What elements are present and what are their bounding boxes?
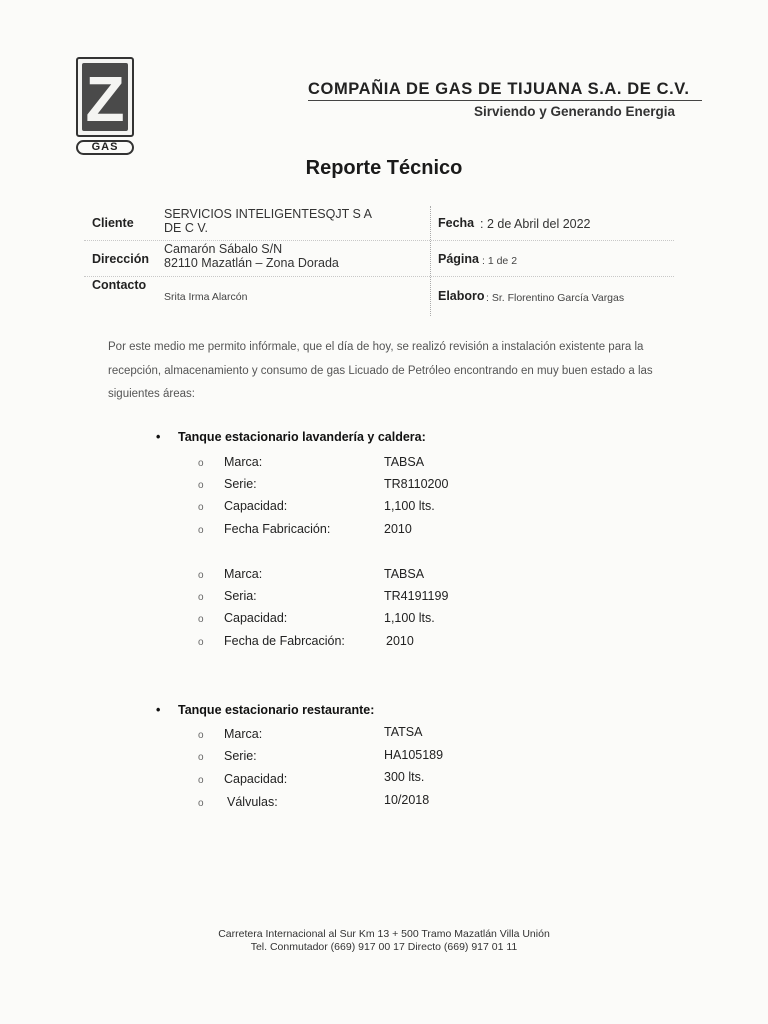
cliente-label: Cliente	[92, 216, 134, 230]
direccion-label: Dirección	[92, 252, 149, 266]
row-divider	[84, 240, 674, 241]
circle-bullet-icon: o	[198, 458, 204, 469]
direccion-line-1: Camarón Sábalo S/N	[164, 242, 283, 256]
circle-bullet-icon: o	[198, 798, 204, 809]
circle-bullet-icon: o	[198, 502, 204, 513]
item-key: Marca:	[224, 727, 263, 741]
company-name: COMPAÑIA DE GAS DE TIJUANA S.A. DE C.V.	[308, 80, 702, 101]
cliente-line-1: SERVICIOS INTELIGENTESQJT S A	[164, 207, 372, 221]
fecha-value: : 2 de Abril del 2022	[480, 217, 591, 231]
cliente-value	[164, 207, 372, 235]
circle-bullet-icon: o	[198, 775, 204, 786]
circle-bullet-icon: o	[198, 480, 204, 491]
item-key: Válvulas:	[227, 795, 278, 809]
item-key: Capacidad:	[224, 772, 288, 786]
footer-phones: Tel. Conmutador (669) 917 00 17 Directo (669) 917 01 11	[250, 941, 518, 953]
list-item	[198, 477, 257, 491]
item-key: Capacidad:	[224, 611, 288, 625]
item-value: HA105189	[384, 748, 444, 762]
circle-bullet-icon: o	[198, 614, 204, 625]
section-heading	[156, 703, 374, 717]
item-value: TR8110200	[384, 477, 449, 491]
section-title: Tanque estacionario restaurante:	[178, 703, 375, 717]
list-item	[198, 611, 287, 625]
report-info-table	[84, 202, 674, 318]
company-slogan: Sirviendo y Generando Energia	[474, 104, 676, 119]
list-item	[198, 795, 278, 809]
item-value: TR4191199	[384, 589, 449, 603]
item-value: TATSA	[384, 725, 423, 739]
item-value: 1,100 lts.	[384, 611, 435, 625]
cliente-line-2: DE C V.	[164, 221, 209, 235]
pagina-label: Página	[438, 252, 479, 266]
item-value: 300 lts.	[384, 770, 425, 784]
item-value: TABSA	[384, 567, 425, 581]
row-divider	[84, 276, 674, 277]
contacto-value: Srita Irma Alarcón	[164, 291, 248, 303]
item-key: Capacidad:	[224, 499, 288, 513]
list-item	[198, 772, 287, 786]
circle-bullet-icon: o	[198, 525, 204, 536]
item-value: 2010	[386, 634, 414, 648]
logo-letter: Z	[82, 63, 128, 131]
item-key: Fecha Fabricación:	[224, 522, 331, 536]
item-value: 2010	[384, 522, 412, 536]
item-key: Serie:	[224, 477, 257, 491]
list-item	[198, 522, 330, 536]
elaboro-value: : Sr. Florentino García Vargas	[486, 292, 625, 304]
bullet-icon: •	[156, 430, 161, 444]
bullet-icon: •	[156, 703, 161, 717]
list-item	[198, 749, 257, 763]
fecha-label: Fecha	[438, 216, 475, 230]
contacto-label: Contacto	[92, 278, 147, 292]
list-item	[198, 567, 262, 581]
column-divider	[430, 206, 431, 316]
section-title: Tanque estacionario lavandería y caldera:	[178, 430, 426, 444]
item-key: Marca:	[224, 567, 263, 581]
item-value: 10/2018	[384, 793, 430, 807]
list-item	[198, 499, 287, 513]
footer-address: Carretera Internacional al Sur Km 13 + 500 Tramo Mazatlán Villa Unión	[218, 928, 550, 940]
pagina-value: : 1 de 2	[482, 255, 518, 267]
list-item	[198, 634, 345, 648]
item-key: Marca:	[224, 455, 263, 469]
circle-bullet-icon: o	[198, 570, 204, 581]
list-item	[198, 455, 262, 469]
circle-bullet-icon: o	[198, 752, 204, 763]
report-title: Reporte Técnico	[305, 157, 463, 179]
intro-paragraph: Por este medio me permito infórmale, que el día de hoy, se realizó revisión a instalación existente para la recepción, almacenamiento y consumo de gas Licuado de Petróleo encontrando en muy buen estado a las siguientes áreas:	[108, 341, 653, 400]
page-footer	[0, 928, 768, 954]
company-logo	[76, 57, 142, 155]
item-key: Serie:	[224, 749, 257, 763]
logo-gas-label: GAS	[76, 140, 134, 155]
item-key: Fecha de Fabrcación:	[224, 634, 345, 648]
section-heading	[156, 430, 426, 444]
item-value: 1,100 lts.	[384, 499, 435, 513]
item-key: Seria:	[224, 589, 257, 603]
list-item	[198, 727, 262, 741]
direccion-line-2: 82110 Mazatlán – Zona Dorada	[164, 256, 339, 270]
item-value: TABSA	[384, 455, 425, 469]
elaboro-label: Elaboro	[438, 289, 485, 303]
list-item	[198, 589, 257, 603]
circle-bullet-icon: o	[198, 637, 204, 648]
direccion-value	[164, 242, 339, 270]
circle-bullet-icon: o	[198, 730, 204, 741]
circle-bullet-icon: o	[198, 592, 204, 603]
logo-z-badge	[76, 57, 134, 137]
